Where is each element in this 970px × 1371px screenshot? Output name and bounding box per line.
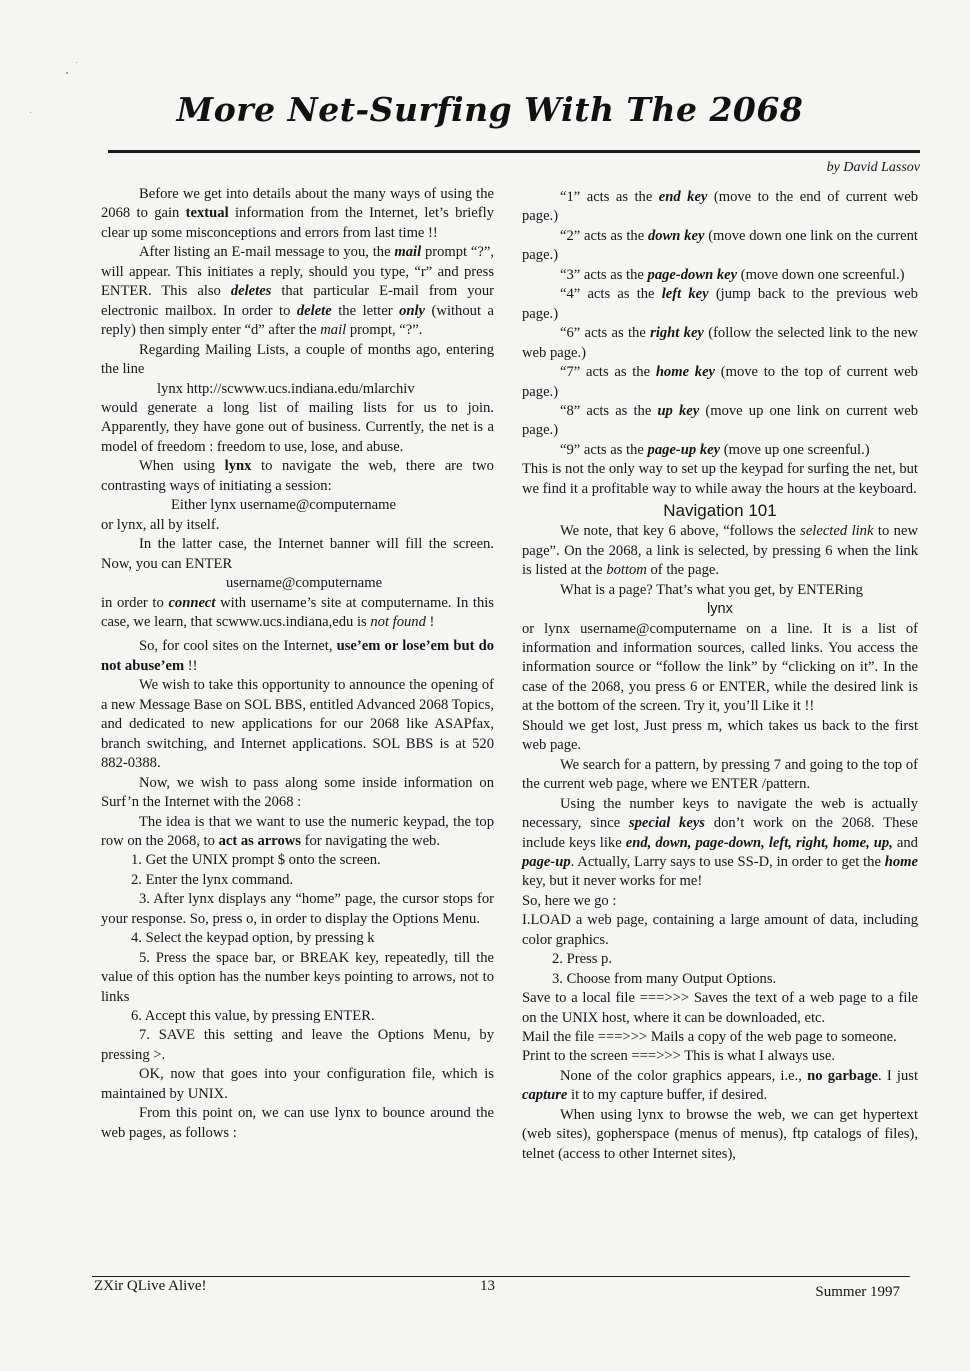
step-item: 1. Get the UNIX prompt $ onto the screen. — [131, 852, 381, 869]
paragraph: would generate a long list of mailing lists for us to join. Apparently, they have gone out of business. Currently, the net is a model of freedom : freedom to use, lose, and abuse. — [101, 399, 494, 455]
paragraph: When using lynx to navigate the web, there are two contrasting ways of initiating a session: — [101, 458, 494, 494]
paragraph: In the latter case, the Internet banner will fill the screen. Now, you can ENTER — [101, 536, 494, 572]
key-description: “4” acts as the left key (jump back to the previous web page.) — [522, 286, 918, 322]
command-line: Either lynx username@computername — [171, 497, 396, 514]
paragraph: We note, that key 6 above, “follows the selected link to new page”. On the 2068, a link is selected, by pressing 6 when the link is listed at the bottom of the page. — [522, 523, 918, 579]
step-item: 6. Accept this value, by pressing ENTER. — [131, 1008, 375, 1025]
paragraph: or lynx, all by itself. — [101, 516, 220, 533]
key-description: “6” acts as the right key (follow the selected link to the new web page.) — [522, 325, 918, 361]
paragraph: When using lynx to browse the web, we can get hypertext (web sites), gopherspace (menus of menus), ftp catalogs of files), telnet (access to other Internet sites), — [522, 1106, 918, 1162]
right-column — [522, 188, 918, 1164]
paragraph: What is a page? That’s what you get, by ENTERing — [560, 581, 863, 598]
command-line: lynx — [707, 601, 733, 618]
key-description: “2” acts as the down key (move down one link on the current page.) — [522, 227, 918, 264]
paragraph: in order to connect with username’s site at computername. In this case, we learn, that scwww.ucs.indiana,edu is not found ! — [101, 594, 494, 630]
command-line: lynx http://scwww.ucs.indiana.edu/mlarchiv — [157, 380, 415, 397]
paragraph: or lynx username@computername on a line. It is a list of information and information sources, called links. You access the information source or “follow the link” by “clicking on it”. In the case of the 2068, you press 6 or ENTER, while the desired link is at the bottom of the screen. Try it, you’ll Like it !! — [522, 620, 918, 715]
paragraph: Should we get lost, Just press m, which takes us back to the first web page. — [522, 717, 918, 754]
footer-publication: ZXir QLive Alive! — [94, 1278, 207, 1294]
paper-speck — [66, 72, 68, 74]
step-item: 2. Press p. — [552, 951, 612, 968]
paragraph: So, here we go : — [522, 892, 617, 909]
output-option: Mail the file ===>>> Mails a copy of the web page to someone. — [522, 1029, 897, 1046]
step-item: 4. Select the keypad option, by pressing k — [131, 930, 375, 947]
paragraph: Now, we wish to pass along some inside information on Surf’n the Internet with the 2068 : — [101, 774, 494, 811]
step-item: 5. Press the space bar, or BREAK key, repeatedly, till the value of this option has the number keys pointing to arrows, not to links — [101, 949, 494, 1005]
article-title: More Net-Surfing With The 2068 — [176, 90, 804, 129]
paragraph: So, for cool sites on the Internet, use’em or lose’em but do not abuse’em !! — [101, 638, 494, 674]
paragraph: We search for a pattern, by pressing 7 and going to the top of the current web page, where we ENTER /pattern. — [522, 756, 918, 793]
page-number: 13 — [480, 1278, 495, 1294]
key-description: “8” acts as the up key (move up one link on current web page.) — [522, 402, 918, 439]
paper-speck — [30, 112, 31, 113]
key-description: “9” acts as the page-up key (move up one screenful.) — [560, 441, 870, 458]
command-line: username@computername — [226, 575, 383, 592]
left-column — [101, 185, 494, 1143]
step-item: 7. SAVE this setting and leave the Options Menu, by pressing >. — [101, 1027, 494, 1063]
step-item: 3. Choose from many Output Options. — [552, 970, 777, 987]
output-option: Save to a local file ===>>> Saves the text of a web page to a file on the UNIX host, where it can be downloaded, etc. — [522, 990, 918, 1026]
section-heading: Navigation 101 — [663, 501, 777, 521]
paragraph: The idea is that we want to use the numeric keypad, the top row on the 2068, to act as arrows for navigating the web. — [101, 813, 494, 849]
paragraph: Using the number keys to navigate the web is actually necessary, since special keys don’t work on the 2068. These include keys like end, down, page-down, left, right, home, up, and page-up. Actually, Larry says to use SS-D, in order to get the home key, but it never works for me! — [522, 795, 918, 890]
paragraph: This is not the only way to set up the keypad for surfing the net, but we find it a profitable way to while away the hours at the keyboard. — [522, 461, 918, 497]
key-description: “7” acts as the home key (move to the top of current web page.) — [522, 364, 918, 400]
key-description: “3” acts as the page-down key (move down one screenful.) — [560, 266, 905, 283]
paragraph: I.LOAD a web page, containing a large amount of data, including color graphics. — [522, 912, 918, 948]
paragraph: OK, now that goes into your configuration file, which is maintained by UNIX. — [101, 1066, 494, 1102]
output-option: Print to the screen ===>>> This is what I always use. — [522, 1048, 835, 1065]
footer-rule — [92, 1276, 910, 1277]
key-description: “1” acts as the end key (move to the end of current web page.) — [522, 189, 918, 225]
paragraph: Regarding Mailing Lists, a couple of months ago, entering the line — [101, 341, 494, 378]
title-rule — [108, 150, 920, 153]
paragraph: We wish to take this opportunity to announce the opening of a new Message Base on SOL BBS, entitled Advanced 2068 Topics, and dedicated to new applications for our 2068 like ASAPfax, branch switching, and Internet applications. SOL BBS is at 520 882-0388. — [101, 677, 494, 772]
step-item: 2. Enter the lynx command. — [131, 871, 294, 888]
paragraph: From this point on, we can use lynx to bounce around the web pages, as follows : — [101, 1105, 494, 1141]
paper-speck — [76, 62, 77, 63]
paragraph: None of the color graphics appears, i.e., no garbage. I just capture it to my capture buffer, if desired. — [522, 1067, 918, 1104]
step-item: 3. After lynx displays any “home” page, the cursor stops for your response. So, press o, in order to display the Options Menu. — [101, 891, 494, 927]
byline: by David Lassov — [826, 160, 920, 175]
paragraph: After listing an E-mail message to you, the mail prompt “?”, will appear. This initiates a reply, should you type, “r” and press ENTER. This also deletes that particular E-mail from your electronic mailbox. In order to delete the letter only (without a reply) then simply enter “d” after the mail prompt, “?”. — [101, 244, 494, 339]
footer-issue: Summer 1997 — [815, 1284, 900, 1300]
paragraph: Before we get into details about the many ways of using the 2068 to gain textual information from the Internet, let’s briefly clear up some misconceptions and errors from last time !! — [101, 186, 494, 241]
